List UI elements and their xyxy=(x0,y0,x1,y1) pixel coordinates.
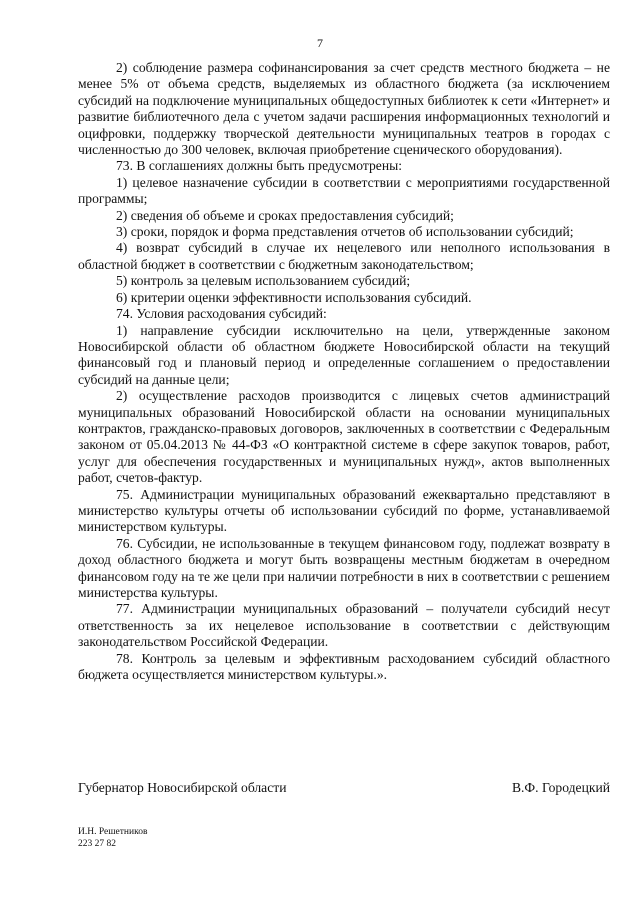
clause-73-item-1: 1) целевое назначение субсидии в соответствии с мероприятиями государственной программы; xyxy=(78,174,610,207)
page-number: 7 xyxy=(317,36,323,50)
clause-2-cofinancing: 2) соблюдение размера софинансирования за счет средств местного бюджета – не менее 5% от объема средств, выделяемых из областного бюджета (за исключением субсидий на подключение муниципальных общедоступных библиотек к сети «Интернет» и развитие библиотечного дела с учетом задачи расширения информационных технологий и оцифровки, поддержку творческой деятельности муниципальных театров в городах с численностью до 300 человек, включая приобретение сценического оборудования). xyxy=(78,60,610,158)
executor-phone: 223 27 82 xyxy=(78,839,116,849)
clause-73-item-6: 6) критерии оценки эффективности использования субсидий. xyxy=(116,289,472,305)
signatory-name: В.Ф. Городецкий xyxy=(511,780,610,795)
clause-73-item-5: 5) контроль за целевым использованием субсидий; xyxy=(116,273,411,289)
executor-name: И.Н. Решетников xyxy=(78,827,148,837)
clause-74-item-2: 2) осуществление расходов производится с лицевых счетов администраций муниципальных образований Новосибирской области на основании муниципальных контрактов, гражданско-правовых договоров, заключенных в соответствии с Федеральным законом от 05.04.2013 № 44-ФЗ «О контрактной системе в сфере закупок товаров, работ, услуг для обеспечения государственных и муниципальных нужд», актов выполненных работ, счетов-фактур. xyxy=(78,388,610,486)
clause-74-heading: 74. Условия расходования субсидий: xyxy=(116,306,327,322)
document-body xyxy=(78,60,610,683)
signatory-position: Губернатор Новосибирской области xyxy=(78,780,287,795)
signature-block xyxy=(78,780,610,796)
clause-76: 76. Субсидии, не использованные в текущем финансовом году, подлежат возврату в доход областного бюджета и могут быть возвращены местным бюджетам в очередном финансовом году на те же цели при наличии потребности в них в соответствии с решением министерства культуры. xyxy=(78,535,610,600)
clause-75: 75. Администрации муниципальных образований ежеквартально представляют в министерство культуры отчеты об использовании субсидий по форме, устанавливаемой министерством культуры. xyxy=(78,486,610,535)
clause-77: 77. Администрации муниципальных образований – получатели субсидий несут ответственность за их нецелевое использование в соответствии с действующим законодательством Российской Федерации. xyxy=(78,601,610,650)
clause-73-item-3: 3) сроки, порядок и форма представления отчетов об использовании субсидий; xyxy=(116,224,574,240)
clause-78: 78. Контроль за целевым и эффективным расходованием субсидий областного бюджета осуществляется министерством культуры.». xyxy=(78,650,610,683)
clause-73-heading: 73. В соглашениях должны быть предусмотрены: xyxy=(116,158,403,174)
executor-block xyxy=(78,826,147,850)
clause-73-item-4: 4) возврат субсидий в случае их нецелевого или неполного использования в областной бюджет в соответствии с бюджетным законодательством; xyxy=(78,240,610,272)
clause-73-item-2: 2) сведения об объеме и сроках предоставления субсидий; xyxy=(116,207,454,223)
clause-74-item-1: 1) направление субсидии исключительно на цели, утвержденные законом Новосибирской области об областном бюджете Новосибирской области на текущий финансовый год и плановый период и определенные соглашением о предоставлении субсидий на данные цели; xyxy=(78,322,610,387)
